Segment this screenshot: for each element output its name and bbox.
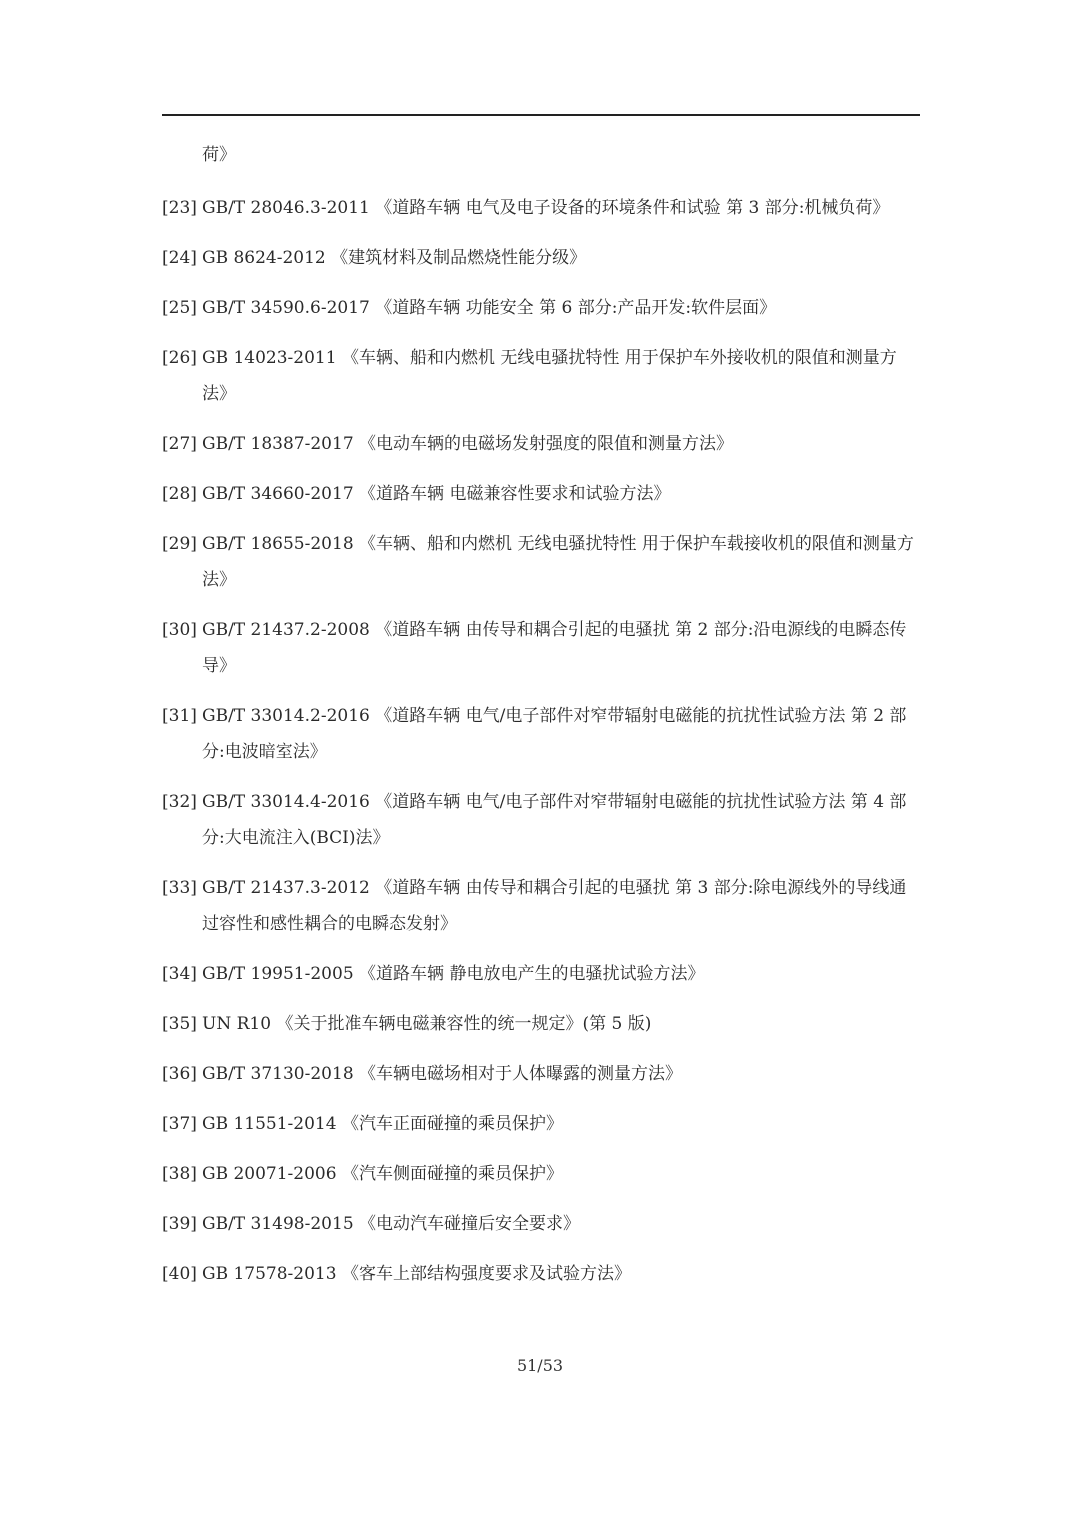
reference-number: [27]: [162, 434, 197, 454]
reference-item-35: [162, 1006, 920, 1042]
reference-number: [29]: [162, 534, 197, 554]
reference-number: [28]: [162, 484, 197, 504]
reference-code: GB/T 21437.3-2012: [202, 878, 370, 898]
reference-code: GB/T 18655-2018: [202, 534, 354, 554]
reference-item-26: [162, 340, 920, 412]
reference-code: UN R10: [202, 1014, 272, 1034]
reference-item-27: [162, 426, 920, 462]
reference-item-34: [162, 956, 920, 992]
reference-item-28: [162, 476, 920, 512]
reference-code: GB/T 34660-2017: [202, 484, 354, 504]
page-number: 51/53: [516, 1356, 564, 1375]
reference-title: 《道路车辆 功能安全 第 6 部分:产品开发:软件层面》: [375, 298, 777, 318]
reference-item-37: [162, 1106, 920, 1142]
reference-code: GB/T 19951-2005: [202, 964, 354, 984]
reference-item-30: [162, 612, 920, 684]
reference-continuation-text: 荷》: [202, 145, 236, 165]
reference-title: 《车辆、船和内燃机 无线电骚扰特性 用于保护车外接收机的限值和测量方法》: [202, 348, 897, 404]
header-rule: [162, 114, 920, 116]
reference-code: GB 8624-2012: [202, 248, 326, 268]
reference-number: [33]: [162, 878, 197, 898]
reference-title: 《车辆、船和内燃机 无线电骚扰特性 用于保护车载接收机的限值和测量方法》: [202, 534, 914, 590]
reference-code: GB/T 28046.3-2011: [202, 198, 370, 218]
reference-number: [34]: [162, 964, 197, 984]
reference-title: 《汽车正面碰撞的乘员保护》: [341, 1114, 563, 1134]
reference-code: GB/T 18387-2017: [202, 434, 354, 454]
reference-item-29: [162, 526, 920, 598]
reference-item-31: [162, 698, 920, 770]
reference-code: GB 20071-2006: [202, 1164, 337, 1184]
reference-title: 《道路车辆 电气/电子部件对窄带辐射电磁能的抗扰性试验方法 第 2 部分:电波暗室法》: [202, 706, 907, 762]
reference-title: 《道路车辆 由传导和耦合引起的电骚扰 第 2 部分:沿电源线的电瞬态传导》: [202, 620, 907, 676]
reference-number: [25]: [162, 298, 197, 318]
reference-item-36: [162, 1056, 920, 1092]
reference-number: [31]: [162, 706, 197, 726]
reference-title: 《道路车辆 电气及电子设备的环境条件和试验 第 3 部分:机械负荷》: [375, 198, 890, 218]
reference-title: 《道路车辆 电磁兼容性要求和试验方法》: [359, 484, 671, 504]
reference-code: GB 14023-2011: [202, 348, 337, 368]
reference-code: GB 17578-2013: [202, 1264, 337, 1284]
reference-list: [162, 137, 920, 1306]
reference-title: 《道路车辆 电气/电子部件对窄带辐射电磁能的抗扰性试验方法 第 4 部分:大电流注入(BCI)法》: [202, 792, 907, 848]
reference-number: [35]: [162, 1014, 197, 1034]
reference-title: 《道路车辆 由传导和耦合引起的电骚扰 第 3 部分:除电源线外的导线通过容性和感性耦合的电瞬态发射》: [202, 878, 907, 934]
reference-item-25: [162, 290, 920, 326]
reference-title: 《电动汽车碰撞后安全要求》: [359, 1214, 581, 1234]
reference-number: [23]: [162, 198, 197, 218]
reference-number: [38]: [162, 1164, 197, 1184]
reference-number: [39]: [162, 1214, 197, 1234]
reference-number: [30]: [162, 620, 197, 640]
reference-item-33: [162, 870, 920, 942]
reference-title: 《关于批准车辆电磁兼容性的统一规定》(第 5 版): [276, 1014, 652, 1034]
reference-title: 《汽车侧面碰撞的乘员保护》: [341, 1164, 563, 1184]
reference-item-32: [162, 784, 920, 856]
reference-item-23: [162, 190, 920, 226]
reference-code: GB/T 34590.6-2017: [202, 298, 370, 318]
reference-item-38: [162, 1156, 920, 1192]
reference-item-24: [162, 240, 920, 276]
reference-code: GB/T 33014.4-2016: [202, 792, 370, 812]
reference-number: [32]: [162, 792, 197, 812]
reference-code: GB 11551-2014: [202, 1114, 337, 1134]
reference-number: [24]: [162, 248, 197, 268]
reference-number: [26]: [162, 348, 197, 368]
reference-title: 《电动车辆的电磁场发射强度的限值和测量方法》: [359, 434, 734, 454]
reference-code: GB/T 31498-2015: [202, 1214, 354, 1234]
reference-number: [40]: [162, 1264, 197, 1284]
reference-item-40: [162, 1256, 920, 1292]
reference-number: [37]: [162, 1114, 197, 1134]
reference-title: 《建筑材料及制品燃烧性能分级》: [331, 248, 587, 268]
reference-number: [36]: [162, 1064, 197, 1084]
reference-code: GB/T 21437.2-2008: [202, 620, 370, 640]
reference-continuation: [162, 137, 920, 173]
reference-title: 《车辆电磁场相对于人体曝露的测量方法》: [359, 1064, 683, 1084]
reference-title: 《道路车辆 静电放电产生的电骚扰试验方法》: [359, 964, 705, 984]
reference-code: GB/T 33014.2-2016: [202, 706, 370, 726]
reference-title: 《客车上部结构强度要求及试验方法》: [341, 1264, 631, 1284]
reference-item-39: [162, 1206, 920, 1242]
reference-code: GB/T 37130-2018: [202, 1064, 354, 1084]
